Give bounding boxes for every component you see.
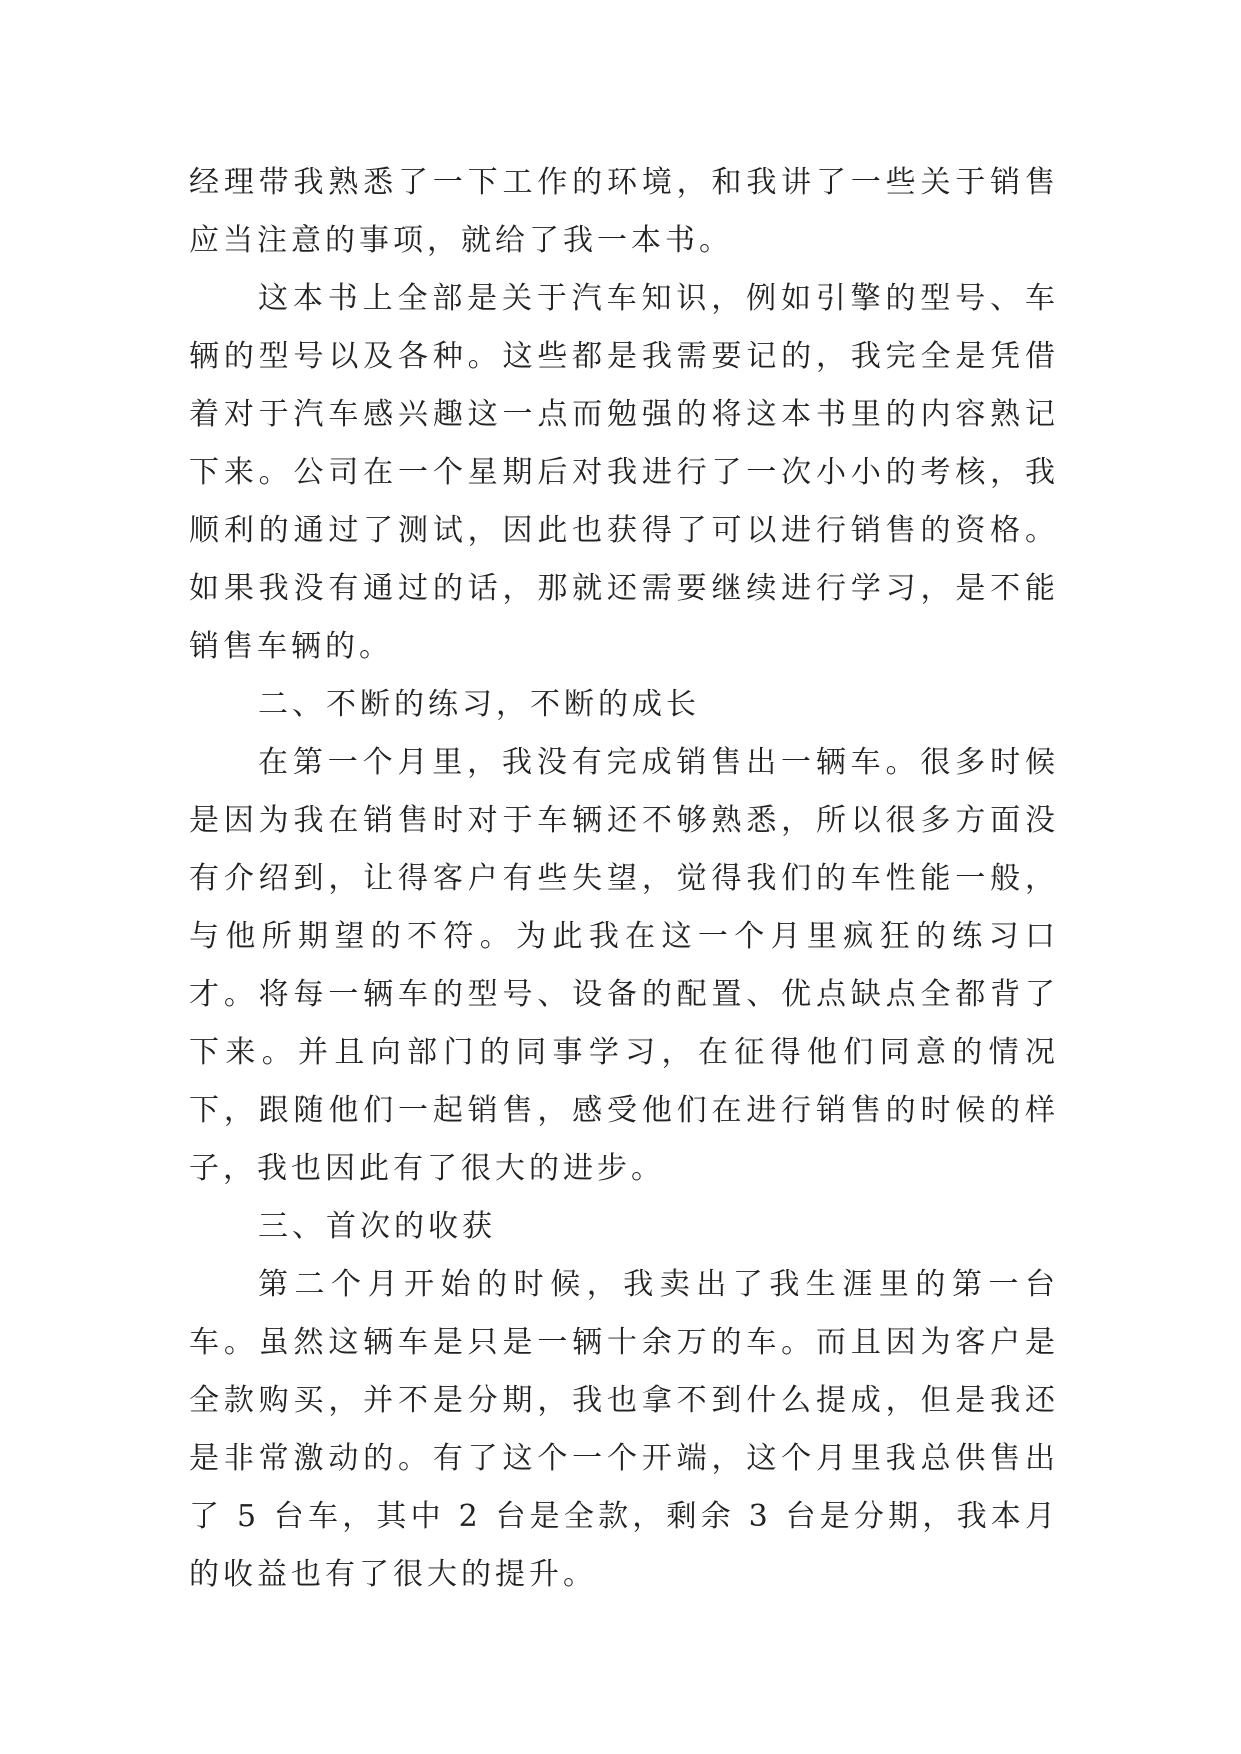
- paragraph-intro: 经理带我熟悉了一下工作的环境，和我讲了一些关于销售应当注意的事项，就给了我一本书。: [189, 165, 1059, 258]
- paragraph-second-month: 第二个月开始的时候，我卖出了我生涯里的第一台车。虽然这辆车是只是一辆十余万的车。而且因为客户是全款购买，并不是分期，我也拿不到什么提成，但是我还是非常激动的。有了这个一个开端，这个月里我总供售出了 5 台车，其中 2 台是全款，剩余 3 台是分期，我本月的收益也有了很大的提升。: [189, 1267, 1059, 1592]
- paragraph-book-study: 这本书上全部是关于汽车知识，例如引擎的型号、车辆的型号以及各种。这些都是我需要记的，我完全是凭借着对于汽车感兴趣这一点而勉强的将这本书里的内容熟记下来。公司在一个星期后对我进行了一次小小的考核，我顺利的通过了测试，因此也获得了可以进行销售的资格。如果我没有通过的话，那就还需要继续进行学习，是不能销售车辆的。: [189, 281, 1059, 664]
- section-heading-practice: 二、不断的练习，不断的成长: [258, 687, 700, 722]
- section-heading-first-gain: 三、首次的收获: [258, 1209, 496, 1244]
- paragraph-first-month: 在第一个月里，我没有完成销售出一辆车。很多时候是因为我在销售时对于车辆还不够熟悉，所以很多方面没有介绍到，让得客户有些失望，觉得我们的车性能一般，与他所期望的不符。为此我在这一个月里疯狂的练习口才。将每一辆车的型号、设备的配置、优点缺点全都背了下来。并且向部门的同事学习，在征得他们同意的情况下，跟随他们一起销售，感受他们在进行销售的时候的样子，我也因此有了很大的进步。: [189, 745, 1059, 1186]
- document-body: [189, 154, 1059, 1604]
